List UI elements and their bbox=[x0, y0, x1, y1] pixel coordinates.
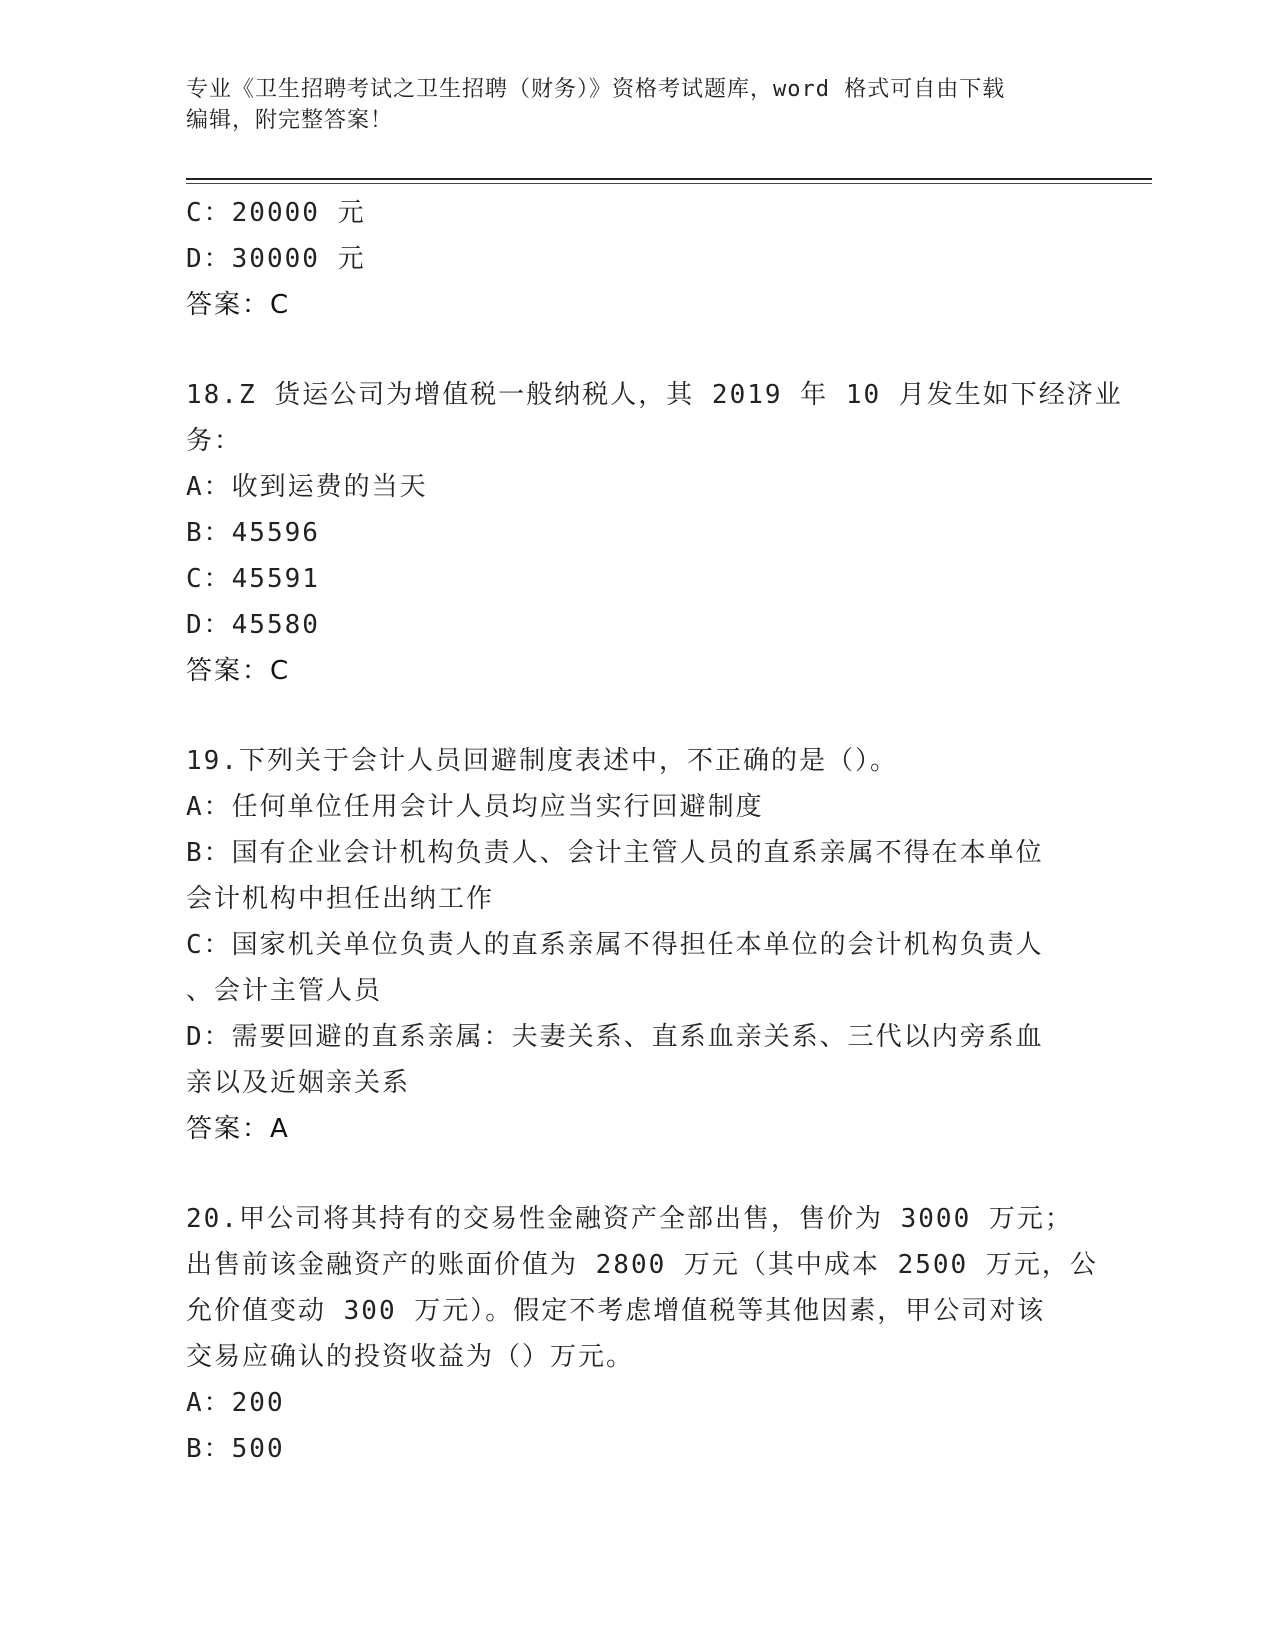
question-stem: 19.下列关于会计人员回避制度表述中，不正确的是（）。 bbox=[186, 746, 898, 776]
question-stem: 20.甲公司将其持有的交易性金融资产全部出售，售价为 3000 万元； bbox=[186, 1204, 1073, 1234]
question-17 bbox=[186, 190, 1086, 328]
answer: 答案：C bbox=[186, 290, 291, 320]
option-b: B：45596 bbox=[186, 518, 320, 548]
option-a: A：收到运费的当天 bbox=[186, 472, 428, 502]
answer: 答案：C bbox=[186, 656, 291, 686]
option-d: D：45580 bbox=[186, 610, 320, 640]
header-line-1: 专业《卫生招聘考试之卫生招聘（财务）》资格考试题库，word 格式可自由下载 bbox=[186, 77, 1006, 102]
option-d: D：需要回避的直系亲属：夫妻关系、直系血亲关系、三代以内旁系血 bbox=[186, 1022, 1044, 1052]
answer: 答案：A bbox=[186, 1114, 290, 1144]
option-a: A：200 bbox=[186, 1388, 285, 1418]
page-content bbox=[186, 190, 1123, 1472]
question-stem-cont: 务： bbox=[186, 426, 243, 456]
question-stem-cont: 交易应确认的投资收益为（）万元。 bbox=[186, 1342, 635, 1372]
header-rule-thin bbox=[186, 183, 1152, 184]
header-rule bbox=[186, 178, 1152, 180]
question-20 bbox=[186, 1196, 1098, 1472]
question-stem-cont: 允价值变动 300 万元）。假定不考虑增值税等其他因素，甲公司对该 bbox=[186, 1296, 1046, 1326]
question-19 bbox=[186, 738, 1086, 1152]
option-c: C：20000 元 bbox=[186, 198, 366, 228]
option-c: C：国家机关单位负责人的直系亲属不得担任本单位的会计机构负责人 bbox=[186, 930, 1044, 960]
option-b: B：国有企业会计机构负责人、会计主管人员的直系亲属不得在本单位 bbox=[186, 838, 1044, 868]
option-b-cont: 会计机构中担任出纳工作 bbox=[186, 884, 495, 914]
option-d-cont: 亲以及近姻亲关系 bbox=[186, 1068, 411, 1098]
header-line-2: 编辑，附完整答案！ bbox=[186, 108, 394, 133]
spacer bbox=[186, 694, 1086, 738]
spacer bbox=[186, 328, 1086, 372]
question-stem-cont: 出售前该金融资产的账面价值为 2800 万元（其中成本 2500 万元，公 bbox=[186, 1250, 1098, 1280]
question-18 bbox=[186, 372, 1123, 694]
option-c: C：45591 bbox=[186, 564, 320, 594]
option-b: B：500 bbox=[186, 1434, 285, 1464]
option-d: D：30000 元 bbox=[186, 244, 366, 274]
option-c-cont: 、会计主管人员 bbox=[186, 976, 383, 1006]
page-header bbox=[186, 74, 1066, 136]
question-stem: 18.Z 货运公司为增值税一般纳税人，其 2019 年 10 月发生如下经济业 bbox=[186, 380, 1123, 410]
spacer bbox=[186, 1152, 1086, 1196]
option-a: A：任何单位任用会计人员均应当实行回避制度 bbox=[186, 792, 764, 822]
